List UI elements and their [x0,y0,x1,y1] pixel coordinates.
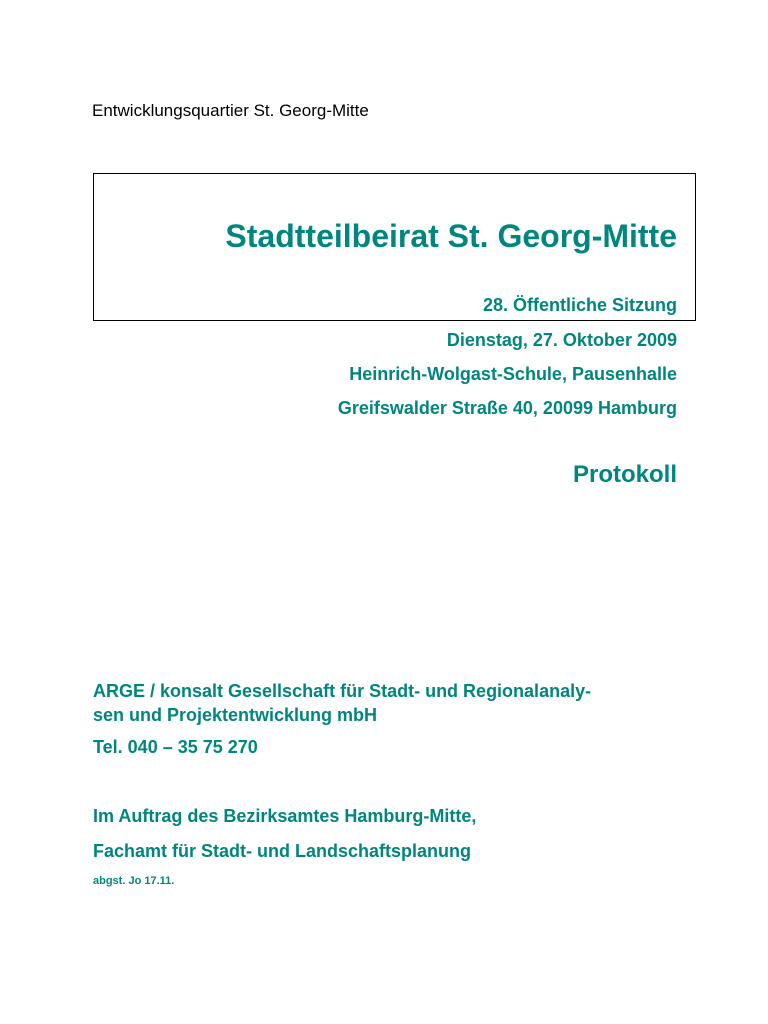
venue-line: Heinrich-Wolgast-Schule, Pausenhalle [349,364,677,384]
commission-line-2: Fachamt für Stadt- und Landschaftsplanung [93,841,472,861]
project-header: Entwicklungsquartier St. Georg-Mitte [92,101,369,120]
page-title: Stadtteilbeirat St. Georg-Mitte [225,218,677,254]
address-line: Greifswalder Straße 40, 20099 Hamburg [337,398,677,418]
session-line: 28. Öffentliche Sitzung [482,295,677,315]
author-line-1: ARGE / konsalt Gesellschaft für Stadt- und Regionalanaly- [93,681,592,701]
commission-line-1: Im Auftrag des Bezirksamtes Hamburg-Mitte, [93,806,477,826]
author-phone: Tel. 040 – 35 75 270 [93,737,258,757]
date-line: Dienstag, 27. Oktober 2009 [446,330,677,350]
author-line-2: sen und Projektentwicklung mbH [93,705,378,725]
approval-note: abgst. Jo 17.11. [93,875,175,887]
document-type: Protokoll [572,461,677,488]
